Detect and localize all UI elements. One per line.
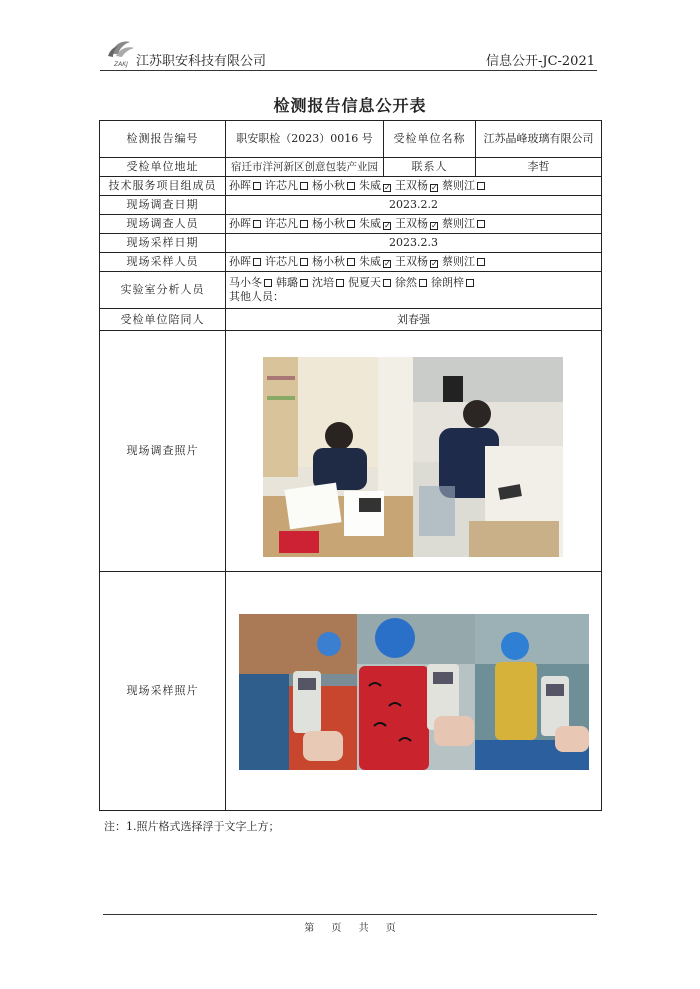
unchecked-box-icon [300, 258, 308, 266]
checked-box-icon: ✓ [384, 221, 391, 230]
checked-box-icon: ✓ [384, 183, 391, 192]
staff-name: 倪夏天 [348, 276, 381, 289]
staff-name: 王双杨 [395, 255, 428, 268]
staff-name: 杨小秋 [312, 179, 345, 192]
unchecked-box-icon [477, 182, 485, 190]
staff-name: 王双杨 [395, 217, 428, 230]
staff-name: 许芯凡 [265, 217, 298, 230]
sampling-photo-2 [357, 614, 475, 770]
sampling-photo-label: 现场采样照片 [100, 572, 226, 811]
sampling-photo-1 [239, 614, 357, 770]
unchecked-box-icon [347, 220, 355, 228]
escort-value: 刘春强 [226, 309, 602, 331]
unchecked-box-icon [466, 279, 474, 287]
company-logo-icon [104, 36, 138, 68]
unchecked-box-icon [419, 279, 427, 287]
staff-name: 徐朗梓 [431, 276, 464, 289]
footer-divider [103, 914, 597, 915]
staff-name: 许芯凡 [265, 179, 298, 192]
contact-value: 李哲 [476, 158, 602, 177]
survey-photo-1 [263, 357, 413, 557]
address-value: 宿迁市洋河新区创意包装产业园 [226, 158, 384, 177]
unchecked-box-icon [383, 279, 391, 287]
unchecked-box-icon [253, 258, 261, 266]
unchecked-box-icon [253, 182, 261, 190]
checked-box-icon: ✓ [431, 221, 438, 230]
photo-format-note: 注：1.照片格式选择浮于文字上方； [104, 820, 280, 833]
unchecked-box-icon [300, 220, 308, 228]
staff-name: 蔡则江 [442, 255, 475, 268]
table-row [100, 234, 602, 253]
checked-box-icon: ✓ [384, 259, 391, 268]
table-row [100, 196, 602, 215]
sampling-photo-3 [475, 614, 589, 770]
staff-name: 许芯凡 [265, 255, 298, 268]
staff-name: 孙晖 [229, 179, 251, 192]
checked-box-icon: ✓ [431, 183, 438, 192]
survey-photos [229, 336, 599, 566]
lab-cell [226, 272, 602, 309]
unchecked-box-icon [347, 258, 355, 266]
table-row [100, 331, 602, 572]
report-no-label: 检测报告编号 [100, 121, 226, 158]
unchecked-box-icon [253, 220, 261, 228]
staff-name: 马小冬 [229, 276, 262, 289]
sampling-date-value: 2023.2.3 [226, 234, 602, 253]
table-row [100, 253, 602, 272]
table-row [100, 309, 602, 331]
staff-name: 徐然 [395, 276, 417, 289]
staff-name: 杨小秋 [312, 217, 345, 230]
staff-name: 沈培 [312, 276, 334, 289]
sampling-photo-cell [226, 572, 602, 811]
lab-label: 实验室分析人员 [100, 272, 226, 309]
lab-other: 其他人员： [229, 290, 284, 303]
survey-staff [226, 215, 602, 234]
unchecked-box-icon [477, 220, 485, 228]
staff-name: 朱威 [359, 217, 381, 230]
unchecked-box-icon [264, 279, 272, 287]
company-name: 江苏职安科技有限公司 [136, 54, 267, 69]
info-table [99, 120, 602, 811]
staff-name: 朱威 [359, 255, 381, 268]
table-row [100, 272, 602, 309]
survey-date-value: 2023.2.2 [226, 196, 602, 215]
unchecked-box-icon [336, 279, 344, 287]
table-row [100, 215, 602, 234]
staff-name: 孙晖 [229, 217, 251, 230]
address-label: 受检单位地址 [100, 158, 226, 177]
survey-staff-label: 现场调查人员 [100, 215, 226, 234]
report-no-value: 职安职检（2023）0016 号 [226, 121, 384, 158]
table-row [100, 572, 602, 811]
contact-label: 联系人 [384, 158, 476, 177]
page-header [100, 36, 597, 71]
table-row [100, 177, 602, 196]
checked-box-icon: ✓ [431, 259, 438, 268]
sampling-staff [226, 253, 602, 272]
escort-label: 受检单位陪同人 [100, 309, 226, 331]
sampling-staff-label: 现场采样人员 [100, 253, 226, 272]
client-label: 受检单位名称 [384, 121, 476, 158]
staff-name: 蔡则江 [442, 179, 475, 192]
staff-name: 杨小秋 [312, 255, 345, 268]
unchecked-box-icon [347, 182, 355, 190]
staff-name: 王双杨 [395, 179, 428, 192]
table-row [100, 158, 602, 177]
unchecked-box-icon [300, 182, 308, 190]
staff-name: 韩璐 [276, 276, 298, 289]
team-members [226, 177, 602, 196]
page-footer: 第 页 共 页 [304, 923, 396, 934]
unchecked-box-icon [477, 258, 485, 266]
document-code: 信息公开-JC-2021 [485, 54, 595, 69]
survey-photo-cell [226, 331, 602, 572]
team-label: 技术服务项目组成员 [100, 177, 226, 196]
sampling-photos [229, 576, 599, 806]
table-row [100, 121, 602, 158]
survey-photo-2 [413, 357, 563, 557]
client-value: 江苏晶峰玻璃有限公司 [476, 121, 602, 158]
survey-date-label: 现场调查日期 [100, 196, 226, 215]
sampling-date-label: 现场采样日期 [100, 234, 226, 253]
svg-text:ZAKJ: ZAKJ [114, 61, 128, 68]
lab-staff [229, 276, 598, 290]
staff-name: 蔡则江 [442, 217, 475, 230]
unchecked-box-icon [300, 279, 308, 287]
staff-name: 朱威 [359, 179, 381, 192]
survey-photo-label: 现场调查照片 [100, 331, 226, 572]
page-title: 检测报告信息公开表 [273, 96, 427, 115]
staff-name: 孙晖 [229, 255, 251, 268]
